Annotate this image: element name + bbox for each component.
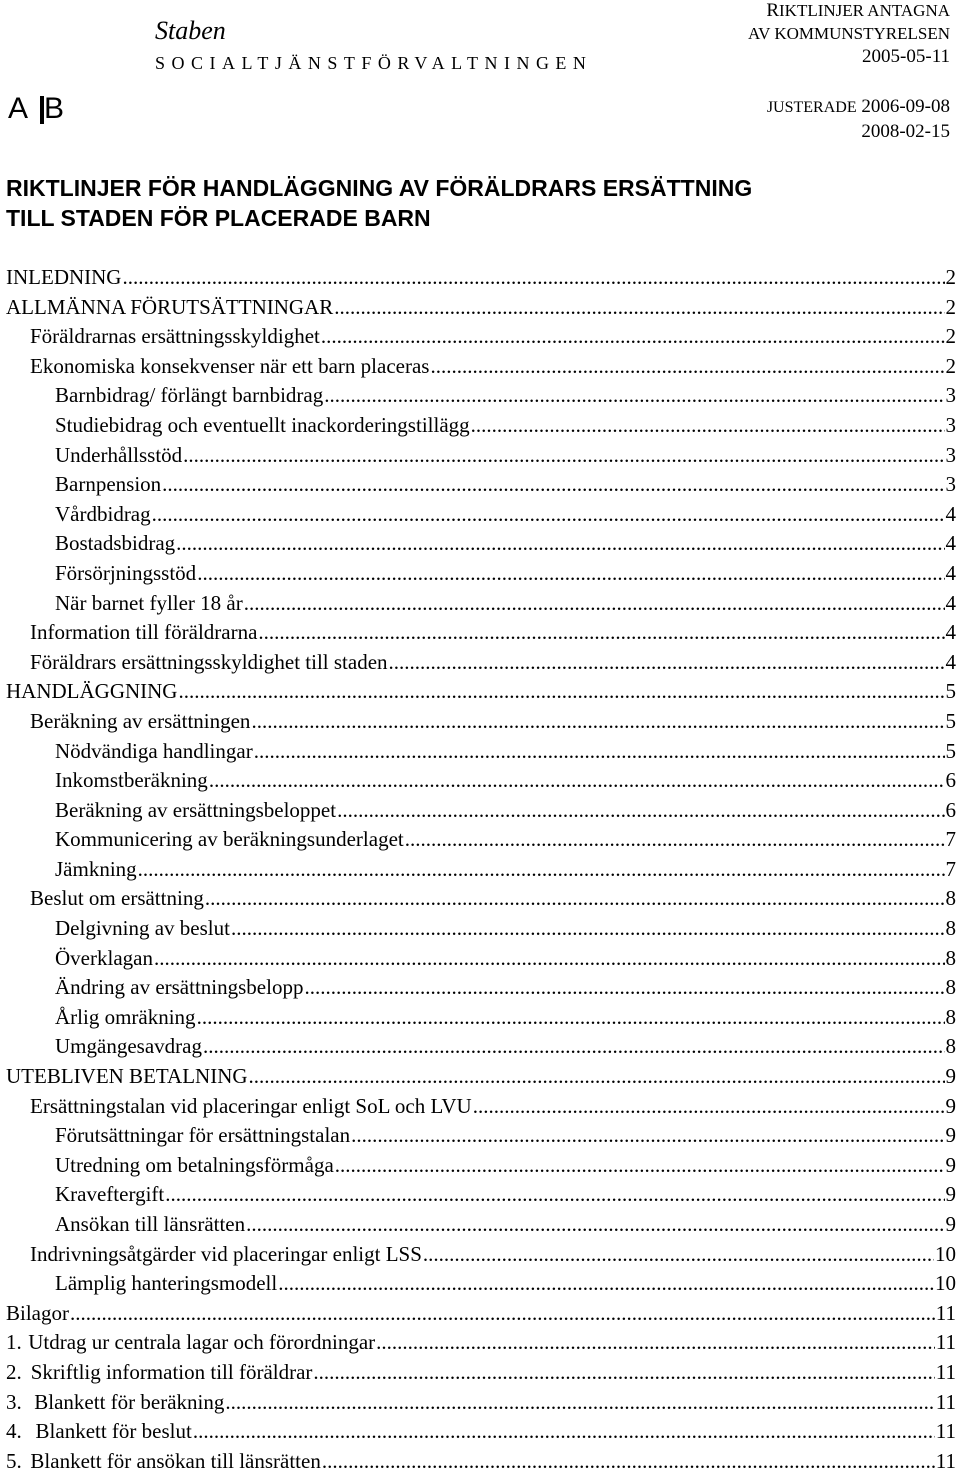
toc-entry-page: 9: [945, 1123, 956, 1148]
toc-entry[interactable]: [6, 411, 956, 441]
toc-entry-number: 1.: [6, 1330, 22, 1355]
toc-entry-label: Studiebidrag och eventuellt inackorderingstillägg: [55, 412, 470, 437]
toc-dot-leader: [249, 1062, 945, 1092]
toc-dot-leader: [193, 1417, 935, 1447]
toc-entry-label: Umgängesavdrag: [55, 1034, 202, 1059]
toc-entry-page: 8: [945, 1004, 956, 1029]
toc-entry-page: 2: [945, 353, 956, 378]
toc-entry[interactable]: [6, 707, 956, 737]
toc-entry[interactable]: [6, 648, 956, 678]
status-line-1-initial: R: [766, 0, 780, 21]
toc-dot-leader: [254, 737, 945, 767]
toc-entry-page: 9: [945, 1093, 956, 1118]
toc-entry-label: Försörjningsstöd: [55, 560, 197, 585]
toc-entry-page: 5: [945, 708, 956, 733]
toc-entry[interactable]: [6, 589, 956, 619]
toc-entry-label: Bostadsbidrag: [55, 531, 176, 556]
toc-entry[interactable]: [6, 796, 956, 826]
toc-entry-label: Årlig omräkning: [55, 1004, 196, 1029]
toc-entry-page: 8: [945, 1034, 956, 1059]
logo-letter-a: A: [8, 92, 29, 125]
toc-dot-leader: [152, 500, 945, 530]
toc-entry-page: 3: [945, 383, 956, 408]
toc-entry[interactable]: [6, 677, 956, 707]
toc-dot-leader: [405, 825, 945, 855]
toc-entry-page: 11: [935, 1330, 956, 1355]
toc-entry-number: 2.: [6, 1359, 22, 1384]
toc-entry-number: 4.: [6, 1419, 22, 1444]
toc-entry[interactable]: [6, 559, 956, 589]
toc-dot-leader: [389, 648, 945, 678]
toc-entry-page: 5: [945, 679, 956, 704]
toc-dot-leader: [471, 411, 945, 441]
toc-dot-leader: [278, 1269, 934, 1299]
toc-entry-page: 3: [945, 472, 956, 497]
toc-entry-page: 11: [935, 1419, 956, 1444]
toc-entry-label: Ekonomiska konsekvenser när ett barn placeras: [30, 353, 430, 378]
toc-entry-label: Lämplig hanteringsmodell: [55, 1271, 278, 1296]
toc-entry-page: 2: [945, 294, 956, 319]
toc-entry-page: 8: [945, 886, 956, 911]
toc-entry[interactable]: [6, 529, 956, 559]
toc-dot-leader: [197, 1003, 945, 1033]
toc-entry-label: Inkomstberäkning: [55, 768, 208, 793]
toc-dot-leader: [351, 1121, 944, 1151]
toc-dot-leader: [176, 529, 944, 559]
toc-entry-label: Ersättningstalan vid placeringar enligt SoL och LVU: [30, 1093, 472, 1118]
toc-entry-label: Information till föräldrarna: [30, 620, 258, 645]
toc-entry[interactable]: [6, 1358, 956, 1388]
toc-dot-leader: [231, 914, 945, 944]
toc-entry-page: 9: [945, 1182, 956, 1207]
toc-entry-page: 11: [935, 1300, 956, 1325]
toc-dot-leader: [197, 559, 944, 589]
toc-dot-leader: [334, 293, 944, 323]
adjusted-line: [767, 96, 950, 118]
toc-entry-page: 4: [945, 531, 956, 556]
toc-dot-leader: [183, 441, 944, 471]
toc-entry[interactable]: [6, 1269, 956, 1299]
toc-entry-label: Bilagor: [6, 1300, 69, 1325]
toc-dot-leader: [203, 1032, 945, 1062]
toc-entry-label: Jämkning: [55, 856, 137, 881]
toc-entry-label: Blankett för ansökan till länsrätten: [30, 1448, 321, 1473]
toc-entry[interactable]: [6, 1388, 956, 1418]
toc-entry[interactable]: [6, 352, 956, 382]
toc-entry-label: UTEBLIVEN BETALNING: [6, 1064, 248, 1089]
toc-entry[interactable]: [6, 884, 956, 914]
toc-entry-label: Beräkning av ersättningen: [30, 708, 251, 733]
toc-entry-page: 11: [935, 1448, 956, 1473]
toc-dot-leader: [376, 1328, 935, 1358]
toc-entry-page: 9: [945, 1212, 956, 1236]
toc-entry-label: Föräldrarnas ersättningsskyldighet: [30, 324, 320, 349]
adjusted-date-2: 2008-02-15: [861, 121, 950, 142]
toc-dot-leader: [178, 677, 944, 707]
toc-entry[interactable]: [6, 1092, 956, 1122]
toc-entry-label: Utdrag ur centrala lagar och förordningar: [28, 1330, 376, 1355]
toc-entry-page: 10: [935, 1271, 956, 1296]
department-name: SOCIALTJÄNSTFÖRVALTNINGEN: [155, 53, 593, 73]
toc-entry-label: Ändring av ersättningsbelopp: [55, 975, 304, 1000]
toc-entry[interactable]: [6, 1447, 956, 1476]
adjusted-label: JUSTERADE: [766, 99, 857, 116]
toc-entry[interactable]: [6, 381, 956, 411]
toc-entry[interactable]: [6, 766, 956, 796]
toc-entry-page: 7: [945, 827, 956, 852]
status-line-1: [766, 0, 950, 22]
toc-dot-leader: [321, 322, 945, 352]
toc-entry-label: Kommunicering av beräkningsunderlaget: [55, 827, 404, 852]
toc-dot-leader: [430, 352, 944, 382]
toc-entry-label: INLEDNING: [6, 265, 122, 289]
toc-entry-label: Vårdbidrag: [55, 501, 151, 526]
toc-dot-leader: [138, 855, 945, 885]
toc-dot-leader: [324, 381, 944, 411]
toc-entry[interactable]: [6, 322, 956, 352]
toc-entry[interactable]: [6, 1210, 956, 1240]
toc-entry-page: 6: [945, 768, 956, 793]
toc-entry-page: 11: [935, 1389, 956, 1414]
toc-entry[interactable]: [6, 618, 956, 648]
toc-entry[interactable]: [6, 1121, 956, 1151]
toc-entry[interactable]: [6, 1328, 956, 1358]
toc-entry-label: Blankett för beslut: [35, 1419, 192, 1444]
toc-entry[interactable]: [6, 1240, 956, 1270]
toc-dot-leader: [122, 263, 944, 293]
toc-entry-page: 8: [945, 916, 956, 941]
toc-entry[interactable]: [6, 293, 956, 323]
toc-dot-leader: [165, 1180, 944, 1210]
adopted-date: 2005-05-11: [862, 46, 950, 67]
toc-dot-leader: [251, 707, 944, 737]
toc-entry-page: 8: [945, 945, 956, 970]
toc-entry[interactable]: [6, 914, 956, 944]
toc-entry-page: 11: [935, 1359, 956, 1384]
org-name: Staben: [155, 16, 226, 45]
toc-entry-label: När barnet fyller 18 år: [55, 590, 243, 615]
toc-entry-label: Barnbidrag/ förlängt barnbidrag: [55, 383, 324, 408]
toc-entry-page: 7: [945, 856, 956, 881]
toc-dot-leader: [304, 973, 944, 1003]
toc-entry-page: 8: [945, 975, 956, 1000]
toc-entry[interactable]: [6, 825, 956, 855]
toc-entry[interactable]: [6, 1151, 956, 1181]
toc-entry-page: 4: [945, 649, 956, 674]
toc-entry-page: 3: [945, 412, 956, 437]
toc-dot-leader: [205, 884, 945, 914]
toc-entry-label: Nödvändiga handlingar: [55, 738, 253, 763]
toc-dot-leader: [313, 1358, 934, 1388]
toc-dot-leader: [335, 1151, 945, 1181]
toc-entry-page: 6: [945, 797, 956, 822]
toc-dot-leader: [322, 1447, 935, 1476]
toc-entry[interactable]: [6, 1062, 956, 1092]
toc-dot-leader: [244, 589, 945, 619]
logo-letter-b: B: [44, 92, 65, 125]
document-title-line-1: RIKTLINJER FÖR HANDLÄGGNING AV FÖRÄLDRARS ERSÄTTNING: [6, 175, 753, 201]
toc-dot-leader: [70, 1299, 935, 1329]
toc-entry-page: 4: [945, 620, 956, 645]
toc-entry-label: HANDLÄGGNING: [6, 679, 178, 704]
toc-entry-page: 5: [945, 738, 956, 763]
toc-entry-label: Ansökan till länsrätten: [55, 1212, 246, 1236]
status-line-2: AV KOMMUNSTYRELSEN: [748, 24, 950, 43]
toc-entry-label: Förutsättningar för ersättningstalan: [55, 1123, 351, 1148]
toc-entry-label: Föräldrars ersättningsskyldighet till staden: [30, 649, 388, 674]
toc-dot-leader: [246, 1210, 944, 1240]
toc-dot-leader: [209, 766, 945, 796]
toc-entry-label: Indrivningsåtgärder vid placeringar enligt LSS: [30, 1241, 422, 1266]
toc-entry[interactable]: [6, 470, 956, 500]
document-title: [6, 173, 946, 233]
toc-entry-page: 9: [945, 1064, 956, 1089]
toc-entry-label: Beslut om ersättning: [30, 886, 204, 911]
toc-entry-page: 3: [945, 442, 956, 467]
toc-entry-label: Överklagan: [55, 945, 153, 970]
toc-entry-page: 4: [945, 590, 956, 615]
toc-entry-page: 4: [945, 501, 956, 526]
toc-entry-label: Beräkning av ersättningsbeloppet: [55, 797, 337, 822]
logo: [8, 92, 64, 126]
toc-entry-page: 9: [945, 1152, 956, 1177]
toc-entry[interactable]: [6, 944, 956, 974]
adjusted-date-1: 2006-09-08: [861, 96, 950, 117]
toc-entry[interactable]: [6, 973, 956, 1003]
toc-entry-page: 4: [945, 560, 956, 585]
toc-entry[interactable]: [6, 737, 956, 767]
toc-entry[interactable]: [6, 1032, 956, 1062]
toc-entry-label: Utredning om betalningsförmåga: [55, 1152, 334, 1177]
toc-entry-label: Kraveftergift: [55, 1182, 165, 1207]
toc-entry-label: ALLMÄNNA FÖRUTSÄTTNINGAR: [6, 294, 334, 319]
toc-dot-leader: [423, 1240, 934, 1270]
toc-dot-leader: [225, 1388, 934, 1418]
toc-entry-label: Blankett för beräkning: [34, 1389, 225, 1414]
table-of-contents: [6, 263, 956, 1476]
toc-entry-label: Barnpension: [55, 472, 162, 497]
toc-dot-leader: [258, 618, 944, 648]
toc-entry-page: 2: [945, 265, 956, 289]
toc-entry[interactable]: [6, 441, 956, 471]
document-title-line-2: TILL STADEN FÖR PLACERADE BARN: [6, 205, 431, 231]
toc-entry[interactable]: [6, 855, 956, 885]
toc-dot-leader: [162, 470, 944, 500]
toc-entry[interactable]: [6, 1003, 956, 1033]
toc-entry-label: Delgivning av beslut: [55, 916, 230, 941]
toc-entry[interactable]: [6, 1180, 956, 1210]
status-line-1-rest: IKTLINJER ANTAGNA: [779, 1, 950, 20]
toc-entry-page: 10: [935, 1241, 956, 1266]
toc-dot-leader: [154, 944, 945, 974]
toc-entry-number: 5.: [6, 1448, 22, 1473]
toc-entry-page: 2: [945, 324, 956, 349]
toc-entry[interactable]: [6, 500, 956, 530]
toc-entry-label: Skriftlig information till föräldrar: [30, 1359, 313, 1384]
toc-entry[interactable]: [6, 263, 956, 293]
toc-entry-number: 3.: [6, 1389, 22, 1414]
toc-entry[interactable]: [6, 1417, 956, 1447]
toc-entry[interactable]: [6, 1299, 956, 1329]
toc-dot-leader: [473, 1092, 945, 1122]
toc-entry-label: Underhållsstöd: [55, 442, 183, 467]
toc-dot-leader: [337, 796, 944, 826]
